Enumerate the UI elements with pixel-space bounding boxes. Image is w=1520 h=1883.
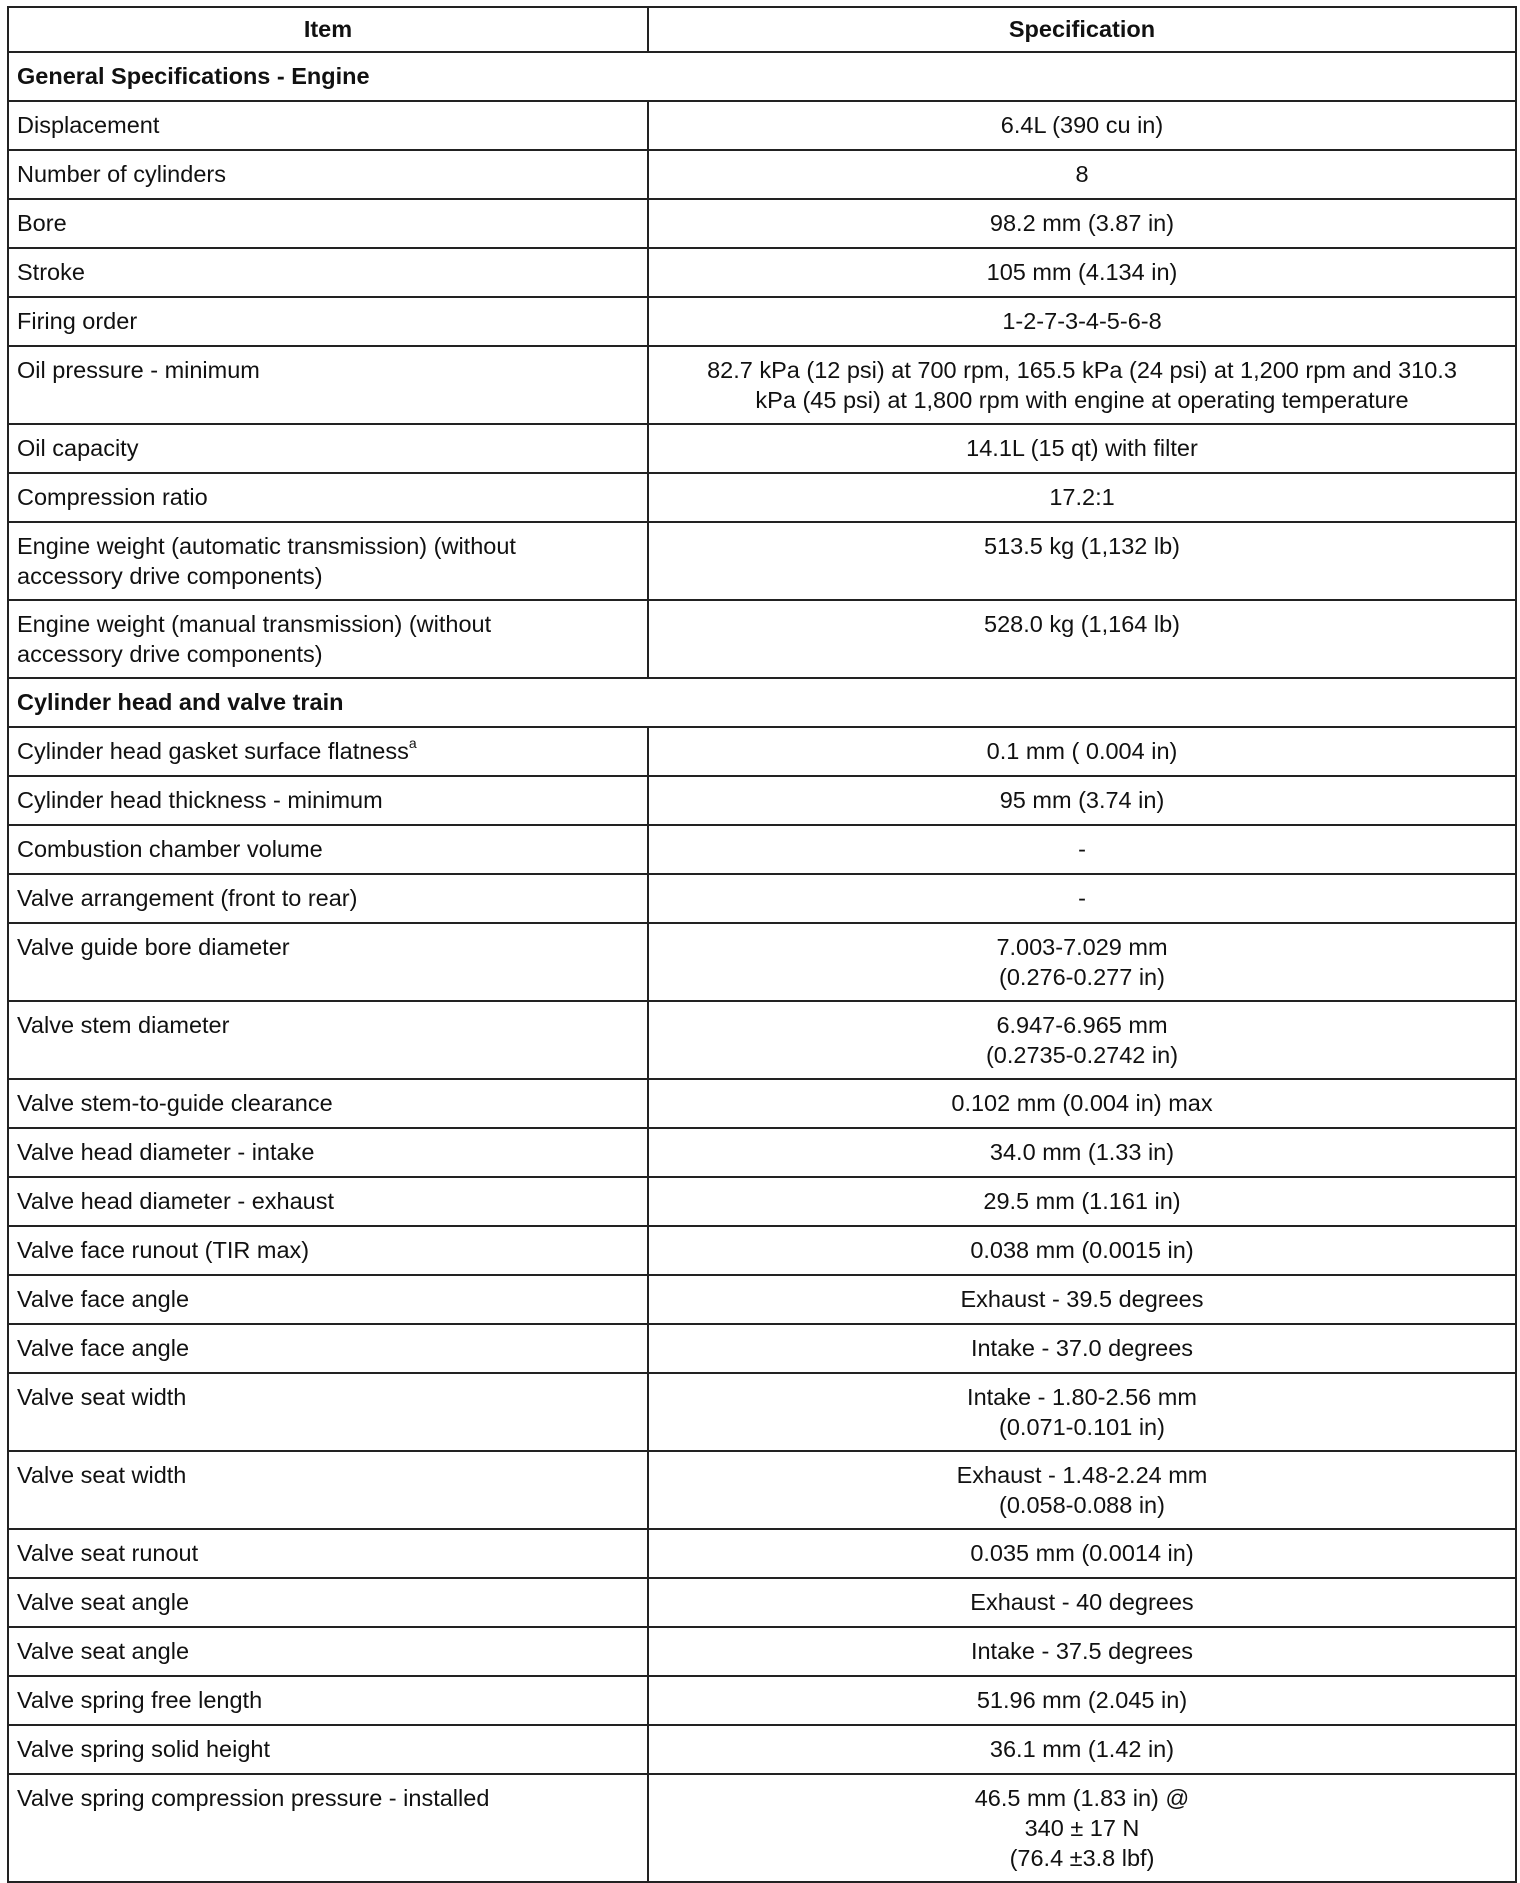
item-cell [8,101,648,150]
item-text: Valve face angle [17,1335,190,1361]
item-text: Valve face runout (TIR max) [17,1237,310,1263]
specification-text: Intake - 37.0 degrees [970,1335,1194,1361]
specification-text: 6.947-6.965 mm [996,1012,1168,1038]
specification-cell [648,199,1516,248]
item-cell [8,1226,648,1275]
specification-cell [648,923,1516,1001]
table-row [8,1079,1516,1128]
item-text: Displacement [17,112,160,138]
specification-cell [648,874,1516,923]
item-text: Valve head diameter - intake [17,1139,315,1165]
specification-cell [648,101,1516,150]
table-row [8,522,1516,600]
table-row [8,923,1516,1001]
specification-text: 17.2:1 [1049,484,1115,510]
item-cell [8,923,648,1001]
item-cell [8,600,648,678]
item-text: Combustion chamber volume [17,836,323,862]
specification-cell [648,346,1516,424]
specification-text: 8 [1075,161,1089,187]
specification-text: - [1078,836,1086,862]
item-text-with-footnote [17,736,639,766]
item-text: Valve arrangement (front to rear) [17,885,358,911]
specification-cell [648,1275,1516,1324]
table-row [8,727,1516,776]
item-cell [8,1177,648,1226]
specification-text: 0.102 mm (0.004 in) max [951,1090,1213,1116]
specification-text: 34.0 mm (1.33 in) [989,1139,1175,1165]
table-body [8,52,1516,1882]
item-cell [8,1451,648,1529]
specification-cell [648,1128,1516,1177]
item-cell [8,1578,648,1627]
item-cell [8,199,648,248]
specification-cell [648,1725,1516,1774]
item-cell [8,473,648,522]
specification-text: (0.071-0.101 in) [999,1414,1165,1440]
table-row [8,1578,1516,1627]
specification-text: (0.2735-0.2742 in) [985,1042,1179,1068]
specification-cell [648,1627,1516,1676]
specification-cell [648,1676,1516,1725]
section-row [8,678,1516,727]
column-header-specification: Specification [648,7,1516,52]
specification-cell [648,600,1516,678]
specification-text: 98.2 mm (3.87 in) [989,210,1175,236]
table-row [8,1226,1516,1275]
table-row [8,600,1516,678]
specification-cell [648,1451,1516,1529]
specification-cell [648,1324,1516,1373]
specification-text: Intake - 37.5 degrees [970,1638,1194,1664]
specification-cell [648,825,1516,874]
specification-text: Intake - 1.80-2.56 mm [967,1384,1197,1410]
table-row [8,1324,1516,1373]
specification-cell [648,424,1516,473]
item-text: Stroke [17,259,85,285]
item-text: Compression ratio [17,484,208,510]
item-text: Valve spring compression pressure - installed [17,1785,490,1811]
item-text: Bore [17,210,67,236]
footnote-marker: a [408,735,417,752]
specification-text: 14.1L (15 qt) with filter [966,435,1198,461]
section-title: General Specifications - Engine [8,52,1516,101]
table-row [8,1451,1516,1529]
specification-cell [648,522,1516,600]
item-text: Valve spring solid height [17,1736,270,1762]
item-cell [8,1001,648,1079]
specification-text: 528.0 kg (1,164 lb) [984,611,1180,637]
specification-cell [648,248,1516,297]
table-row [8,1177,1516,1226]
item-text: Valve face angle [17,1286,190,1312]
item-text: Cylinder head thickness - minimum [17,787,383,813]
item-text: Valve seat width [17,1384,187,1410]
specification-cell [648,1001,1516,1079]
specification-text: 105 mm (4.134 in) [986,259,1178,285]
table-row [8,297,1516,346]
specification-text: 36.1 mm (1.42 in) [989,1736,1175,1762]
item-cell [8,522,648,600]
specification-cell [648,727,1516,776]
table-row [8,825,1516,874]
section-title: Cylinder head and valve train [8,678,1516,727]
item-cell [8,1529,648,1578]
specification-text: 0.1 mm ( 0.004 in) [986,738,1178,764]
item-text: Valve stem diameter [17,1012,230,1038]
specification-cell [648,473,1516,522]
specification-text: Exhaust - 40 degrees [970,1589,1194,1615]
item-cell [8,1676,648,1725]
item-text: Number of cylinders [17,161,226,187]
table-row [8,874,1516,923]
specification-text: 29.5 mm (1.161 in) [983,1188,1181,1214]
item-cell [8,1725,648,1774]
specification-text: 6.4L (390 cu in) [1000,112,1164,138]
specification-text: 82.7 kPa (12 psi) at 700 rpm, 165.5 kPa (24 psi) at 1,200 rpm and 310.3 [707,357,1457,383]
specification-text: (0.276-0.277 in) [999,964,1165,990]
table-row [8,101,1516,150]
column-header-item: Item [8,7,648,52]
item-text: Valve head diameter - exhaust [17,1188,334,1214]
table-row [8,199,1516,248]
specification-text: 95 mm (3.74 in) [999,787,1165,813]
specification-cell [648,1529,1516,1578]
item-text: accessory drive components) [17,563,323,589]
item-cell [8,1324,648,1373]
item-cell [8,346,648,424]
table-row [8,1373,1516,1451]
item-cell [8,1373,648,1451]
specification-cell [648,297,1516,346]
specification-cell [648,1774,1516,1882]
table-row [8,776,1516,825]
table-row [8,150,1516,199]
specification-cell [648,1578,1516,1627]
specification-text: (76.4 ±3.8 lbf) [1009,1845,1155,1871]
section-row [8,52,1516,101]
specification-text: 340 ± 17 N [1024,1815,1140,1841]
specification-cell [648,1079,1516,1128]
table-row [8,1774,1516,1882]
table-row [8,1275,1516,1324]
item-cell [8,1275,648,1324]
specification-cell [648,1373,1516,1451]
table-row [8,424,1516,473]
item-cell [8,297,648,346]
specification-text: kPa (45 psi) at 1,800 rpm with engine at operating temperature [755,387,1409,413]
specification-text: Exhaust - 39.5 degrees [960,1286,1204,1312]
engine-spec-table [7,6,1517,1883]
item-text: Oil pressure - minimum [17,357,260,383]
item-cell [8,874,648,923]
item-text: accessory drive components) [17,641,323,667]
item-text: Cylinder head gasket surface flatness [17,738,409,764]
table-row [8,1001,1516,1079]
table-row [8,346,1516,424]
specification-text: 0.038 mm (0.0015 in) [970,1237,1194,1263]
specification-cell [648,1226,1516,1275]
item-text: Valve seat runout [17,1540,199,1566]
item-cell [8,1774,648,1882]
item-text: Oil capacity [17,435,139,461]
item-text: Engine weight (manual transmission) (without [17,611,492,637]
specification-text: 513.5 kg (1,132 lb) [984,533,1180,559]
item-text: Valve seat width [17,1462,187,1488]
table-row [8,1676,1516,1725]
item-cell [8,727,648,776]
specification-text: Exhaust - 1.48-2.24 mm [956,1462,1208,1488]
item-cell [8,424,648,473]
item-text: Valve seat angle [17,1638,190,1664]
item-text: Engine weight (automatic transmission) (without [17,533,516,559]
table-row [8,1529,1516,1578]
specification-text: (0.058-0.088 in) [999,1492,1165,1518]
specification-cell [648,776,1516,825]
specification-text: - [1078,885,1086,911]
table-row [8,473,1516,522]
item-cell [8,776,648,825]
table-row [8,248,1516,297]
item-text: Valve stem-to-guide clearance [17,1090,333,1116]
specification-text: 46.5 mm (1.83 in) @ [974,1785,1190,1811]
item-cell [8,825,648,874]
specification-text: 1-2-7-3-4-5-6-8 [1002,308,1162,334]
table-row [8,1725,1516,1774]
specification-cell [648,150,1516,199]
table-row [8,1128,1516,1177]
item-cell [8,1079,648,1128]
item-cell [8,150,648,199]
item-cell [8,1128,648,1177]
item-cell [8,248,648,297]
specification-text: 0.035 mm (0.0014 in) [970,1540,1194,1566]
specification-text: 51.96 mm (2.045 in) [976,1687,1188,1713]
specification-text: 7.003-7.029 mm [996,934,1168,960]
table-row [8,1627,1516,1676]
item-cell [8,1627,648,1676]
item-text: Firing order [17,308,138,334]
table-header-row [8,7,1516,52]
item-text: Valve guide bore diameter [17,934,290,960]
item-text: Valve spring free length [17,1687,263,1713]
specification-cell [648,1177,1516,1226]
item-text: Valve seat angle [17,1589,190,1615]
